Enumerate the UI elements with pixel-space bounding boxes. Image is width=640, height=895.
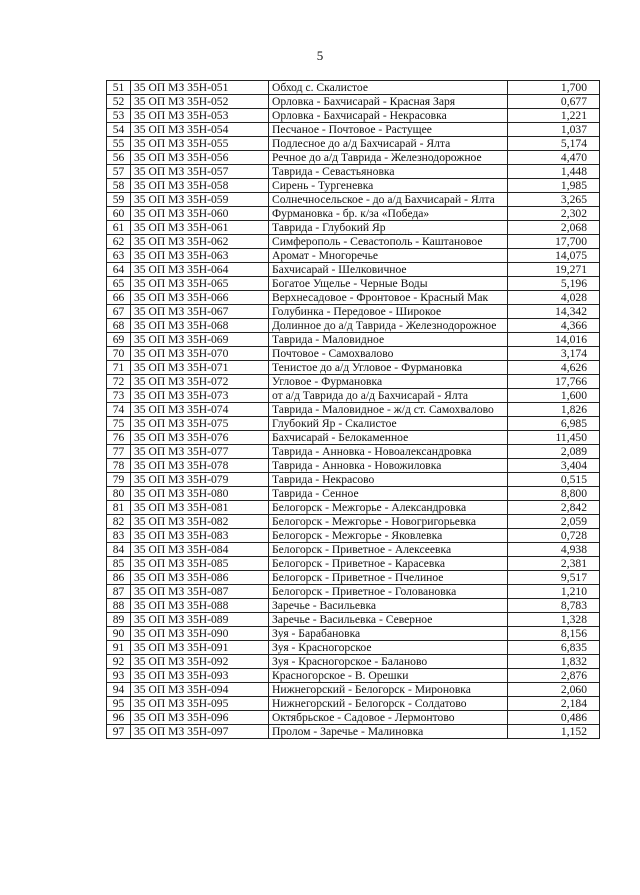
row-number: 81 (107, 501, 131, 515)
row-number: 52 (107, 95, 131, 109)
row-number: 71 (107, 361, 131, 375)
table-row (107, 529, 600, 543)
table-row (107, 711, 600, 725)
road-code: 35 ОП МЗ 35Н-073 (131, 389, 269, 403)
table-row (107, 81, 600, 95)
table-row (107, 333, 600, 347)
road-name: Заречье - Васильевка (269, 599, 508, 613)
road-name: Тенистое до а/д Угловое - Фурмановка (269, 361, 508, 375)
row-number: 78 (107, 459, 131, 473)
road-length: 8,156 (508, 627, 600, 641)
table-row (107, 95, 600, 109)
road-length: 4,028 (508, 291, 600, 305)
road-name: Бахчисарай - Шелковичное (269, 263, 508, 277)
road-code: 35 ОП МЗ 35Н-081 (131, 501, 269, 515)
road-name: Заречье - Васильевка - Северное (269, 613, 508, 627)
table-row (107, 501, 600, 515)
table-row (107, 697, 600, 711)
road-code: 35 ОП МЗ 35Н-062 (131, 235, 269, 249)
road-name: от а/д Таврида до а/д Бахчисарай - Ялта (269, 389, 508, 403)
road-name: Верхнесадовое - Фронтовое - Красный Мак (269, 291, 508, 305)
table-row (107, 473, 600, 487)
row-number: 87 (107, 585, 131, 599)
road-name: Солнечносельское - до а/д Бахчисарай - Ялта (269, 193, 508, 207)
road-code: 35 ОП МЗ 35Н-086 (131, 571, 269, 585)
table-row (107, 725, 600, 739)
road-length: 1,826 (508, 403, 600, 417)
road-length: 5,196 (508, 277, 600, 291)
row-number: 75 (107, 417, 131, 431)
road-name: Глубокий Яр - Скалистое (269, 417, 508, 431)
road-code: 35 ОП МЗ 35Н-078 (131, 459, 269, 473)
road-code: 35 ОП МЗ 35Н-074 (131, 403, 269, 417)
road-length: 2,184 (508, 697, 600, 711)
road-code: 35 ОП МЗ 35Н-072 (131, 375, 269, 389)
road-length: 3,174 (508, 347, 600, 361)
road-code: 35 ОП МЗ 35Н-054 (131, 123, 269, 137)
row-number: 86 (107, 571, 131, 585)
road-length: 19,271 (508, 263, 600, 277)
road-length: 2,059 (508, 515, 600, 529)
row-number: 84 (107, 543, 131, 557)
row-number: 66 (107, 291, 131, 305)
road-length: 2,302 (508, 207, 600, 221)
row-number: 96 (107, 711, 131, 725)
row-number: 89 (107, 613, 131, 627)
road-code: 35 ОП МЗ 35Н-087 (131, 585, 269, 599)
road-name: Белогорск - Приветное - Карасевка (269, 557, 508, 571)
row-number: 95 (107, 697, 131, 711)
table-row (107, 263, 600, 277)
road-code: 35 ОП МЗ 35Н-075 (131, 417, 269, 431)
page-number: 5 (316, 48, 324, 63)
row-number: 67 (107, 305, 131, 319)
road-code: 35 ОП МЗ 35Н-067 (131, 305, 269, 319)
road-name: Аромат - Многоречье (269, 249, 508, 263)
road-code: 35 ОП МЗ 35Н-070 (131, 347, 269, 361)
road-name: Угловое - Фурмановка (269, 375, 508, 389)
road-name: Нижнегорский - Белогорск - Мироновка (269, 683, 508, 697)
road-code: 35 ОП МЗ 35Н-065 (131, 277, 269, 291)
table-row (107, 571, 600, 585)
table-row (107, 123, 600, 137)
row-number: 91 (107, 641, 131, 655)
table-row (107, 641, 600, 655)
road-length: 1,328 (508, 613, 600, 627)
road-code: 35 ОП МЗ 35Н-052 (131, 95, 269, 109)
road-code: 35 ОП МЗ 35Н-057 (131, 165, 269, 179)
table-row (107, 165, 600, 179)
table-row (107, 487, 600, 501)
road-code: 35 ОП МЗ 35Н-077 (131, 445, 269, 459)
road-length: 2,060 (508, 683, 600, 697)
row-number: 97 (107, 725, 131, 739)
table-row (107, 613, 600, 627)
table-row (107, 585, 600, 599)
row-number: 60 (107, 207, 131, 221)
road-length: 6,835 (508, 641, 600, 655)
road-name: Подлесное до а/д Бахчисарай - Ялта (269, 137, 508, 151)
row-number: 90 (107, 627, 131, 641)
road-length: 14,075 (508, 249, 600, 263)
road-length: 4,938 (508, 543, 600, 557)
road-name: Симферополь - Севастополь - Каштановое (269, 235, 508, 249)
road-code: 35 ОП МЗ 35Н-091 (131, 641, 269, 655)
road-name: Белогорск - Межгорье - Яковлевка (269, 529, 508, 543)
road-length: 0,515 (508, 473, 600, 487)
road-length: 1,832 (508, 655, 600, 669)
table-row (107, 431, 600, 445)
road-length: 2,381 (508, 557, 600, 571)
table-row (107, 347, 600, 361)
roads-table (106, 80, 600, 739)
table-row (107, 151, 600, 165)
road-length: 17,766 (508, 375, 600, 389)
table-row (107, 599, 600, 613)
road-length: 0,677 (508, 95, 600, 109)
table-row (107, 627, 600, 641)
road-code: 35 ОП МЗ 35Н-083 (131, 529, 269, 543)
road-name: Таврида - Севастьяновка (269, 165, 508, 179)
row-number: 56 (107, 151, 131, 165)
road-length: 8,800 (508, 487, 600, 501)
road-length: 3,265 (508, 193, 600, 207)
table-row (107, 361, 600, 375)
road-code: 35 ОП МЗ 35Н-066 (131, 291, 269, 305)
road-length: 1,700 (508, 81, 600, 95)
table-row (107, 655, 600, 669)
row-number: 61 (107, 221, 131, 235)
table-row (107, 375, 600, 389)
road-code: 35 ОП МЗ 35Н-060 (131, 207, 269, 221)
road-name: Голубинка - Передовое - Широкое (269, 305, 508, 319)
road-length: 2,876 (508, 669, 600, 683)
road-code: 35 ОП МЗ 35Н-051 (131, 81, 269, 95)
road-code: 35 ОП МЗ 35Н-068 (131, 319, 269, 333)
road-length: 2,089 (508, 445, 600, 459)
table-row (107, 235, 600, 249)
road-length: 1,985 (508, 179, 600, 193)
row-number: 73 (107, 389, 131, 403)
table-row (107, 109, 600, 123)
road-name: Обход с. Скалистое (269, 81, 508, 95)
road-name: Бахчисарай - Белокаменное (269, 431, 508, 445)
road-code: 35 ОП МЗ 35Н-084 (131, 543, 269, 557)
road-name: Таврида - Анновка - Новожиловка (269, 459, 508, 473)
table-row (107, 403, 600, 417)
road-length: 0,728 (508, 529, 600, 543)
road-length: 5,174 (508, 137, 600, 151)
table-row (107, 557, 600, 571)
road-name: Орловка - Бахчисарай - Красная Заря (269, 95, 508, 109)
road-length: 14,342 (508, 305, 600, 319)
road-length: 4,470 (508, 151, 600, 165)
table-row (107, 417, 600, 431)
road-length: 2,842 (508, 501, 600, 515)
road-length: 0,486 (508, 711, 600, 725)
road-length: 1,448 (508, 165, 600, 179)
row-number: 54 (107, 123, 131, 137)
road-code: 35 ОП МЗ 35Н-063 (131, 249, 269, 263)
road-code: 35 ОП МЗ 35Н-080 (131, 487, 269, 501)
table-row (107, 137, 600, 151)
road-code: 35 ОП МЗ 35Н-097 (131, 725, 269, 739)
road-code: 35 ОП МЗ 35Н-071 (131, 361, 269, 375)
row-number: 79 (107, 473, 131, 487)
road-code: 35 ОП МЗ 35Н-095 (131, 697, 269, 711)
row-number: 55 (107, 137, 131, 151)
row-number: 57 (107, 165, 131, 179)
row-number: 65 (107, 277, 131, 291)
road-code: 35 ОП МЗ 35Н-061 (131, 221, 269, 235)
road-code: 35 ОП МЗ 35Н-064 (131, 263, 269, 277)
road-code: 35 ОП МЗ 35Н-094 (131, 683, 269, 697)
road-code: 35 ОП МЗ 35Н-079 (131, 473, 269, 487)
row-number: 76 (107, 431, 131, 445)
road-length: 4,366 (508, 319, 600, 333)
road-length: 9,517 (508, 571, 600, 585)
road-code: 35 ОП МЗ 35Н-096 (131, 711, 269, 725)
road-code: 35 ОП МЗ 35Н-059 (131, 193, 269, 207)
road-length: 1,152 (508, 725, 600, 739)
row-number: 74 (107, 403, 131, 417)
row-number: 92 (107, 655, 131, 669)
table-row (107, 543, 600, 557)
row-number: 51 (107, 81, 131, 95)
table-row (107, 221, 600, 235)
table-row (107, 291, 600, 305)
road-name: Белогорск - Приветное - Головановка (269, 585, 508, 599)
road-length: 14,016 (508, 333, 600, 347)
table-row (107, 319, 600, 333)
road-name: Долинное до а/д Таврида - Железнодорожное (269, 319, 508, 333)
road-name: Пролом - Заречье - Малиновка (269, 725, 508, 739)
row-number: 68 (107, 319, 131, 333)
row-number: 63 (107, 249, 131, 263)
table-row (107, 249, 600, 263)
road-code: 35 ОП МЗ 35Н-076 (131, 431, 269, 445)
road-code: 35 ОП МЗ 35Н-058 (131, 179, 269, 193)
road-code: 35 ОП МЗ 35Н-056 (131, 151, 269, 165)
row-number: 83 (107, 529, 131, 543)
table-row (107, 389, 600, 403)
road-name: Почтовое - Самохвалово (269, 347, 508, 361)
row-number: 93 (107, 669, 131, 683)
table-row (107, 669, 600, 683)
road-name: Белогорск - Межгорье - Александровка (269, 501, 508, 515)
road-code: 35 ОП МЗ 35Н-055 (131, 137, 269, 151)
table-row (107, 515, 600, 529)
road-name: Фурмановка - бр. к/за «Победа» (269, 207, 508, 221)
table-row (107, 179, 600, 193)
table-row (107, 277, 600, 291)
road-code: 35 ОП МЗ 35Н-092 (131, 655, 269, 669)
table-row (107, 207, 600, 221)
road-length: 1,037 (508, 123, 600, 137)
road-length: 4,626 (508, 361, 600, 375)
road-name: Таврида - Глубокий Яр (269, 221, 508, 235)
row-number: 69 (107, 333, 131, 347)
road-name: Речное до а/д Таврида - Железнодорожное (269, 151, 508, 165)
row-number: 59 (107, 193, 131, 207)
road-length: 1,210 (508, 585, 600, 599)
road-length: 8,783 (508, 599, 600, 613)
road-name: Таврида - Анновка - Новоалександровка (269, 445, 508, 459)
road-code: 35 ОП МЗ 35Н-082 (131, 515, 269, 529)
row-number: 72 (107, 375, 131, 389)
table-row (107, 459, 600, 473)
road-name: Зуя - Барабановка (269, 627, 508, 641)
road-code: 35 ОП МЗ 35Н-088 (131, 599, 269, 613)
row-number: 94 (107, 683, 131, 697)
road-length: 1,600 (508, 389, 600, 403)
road-name: Орловка - Бахчисарай - Некрасовка (269, 109, 508, 123)
table-row (107, 305, 600, 319)
row-number: 70 (107, 347, 131, 361)
road-name: Зуя - Красногорское - Баланово (269, 655, 508, 669)
road-name: Таврида - Некрасово (269, 473, 508, 487)
row-number: 53 (107, 109, 131, 123)
table-body (107, 81, 600, 739)
row-number: 82 (107, 515, 131, 529)
row-number: 58 (107, 179, 131, 193)
table-row (107, 193, 600, 207)
road-name: Сирень - Тургеневка (269, 179, 508, 193)
row-number: 77 (107, 445, 131, 459)
road-name: Песчаное - Почтовое - Растущее (269, 123, 508, 137)
row-number: 88 (107, 599, 131, 613)
road-name: Белогорск - Приветное - Алексеевка (269, 543, 508, 557)
road-name: Октябрьское - Садовое - Лермонтово (269, 711, 508, 725)
road-name: Таврида - Маловидное (269, 333, 508, 347)
road-name: Нижнегорский - Белогорск - Солдатово (269, 697, 508, 711)
road-name: Зуя - Красногорское (269, 641, 508, 655)
road-code: 35 ОП МЗ 35Н-069 (131, 333, 269, 347)
road-length: 11,450 (508, 431, 600, 445)
table-row (107, 683, 600, 697)
road-code: 35 ОП МЗ 35Н-085 (131, 557, 269, 571)
road-name: Богатое Ущелье - Черные Воды (269, 277, 508, 291)
road-code: 35 ОП МЗ 35Н-053 (131, 109, 269, 123)
road-name: Красногорское - В. Орешки (269, 669, 508, 683)
road-name: Таврида - Маловидное - ж/д ст. Самохвалово (269, 403, 508, 417)
road-code: 35 ОП МЗ 35Н-090 (131, 627, 269, 641)
road-name: Таврида - Сенное (269, 487, 508, 501)
road-code: 35 ОП МЗ 35Н-093 (131, 669, 269, 683)
row-number: 62 (107, 235, 131, 249)
road-length: 6,985 (508, 417, 600, 431)
row-number: 85 (107, 557, 131, 571)
row-number: 80 (107, 487, 131, 501)
road-length: 3,404 (508, 459, 600, 473)
road-name: Белогорск - Межгорье - Новогригорьевка (269, 515, 508, 529)
road-length: 17,700 (508, 235, 600, 249)
road-length: 1,221 (508, 109, 600, 123)
row-number: 64 (107, 263, 131, 277)
road-length: 2,068 (508, 221, 600, 235)
road-code: 35 ОП МЗ 35Н-089 (131, 613, 269, 627)
table-row (107, 445, 600, 459)
road-name: Белогорск - Приветное - Пчелиное (269, 571, 508, 585)
